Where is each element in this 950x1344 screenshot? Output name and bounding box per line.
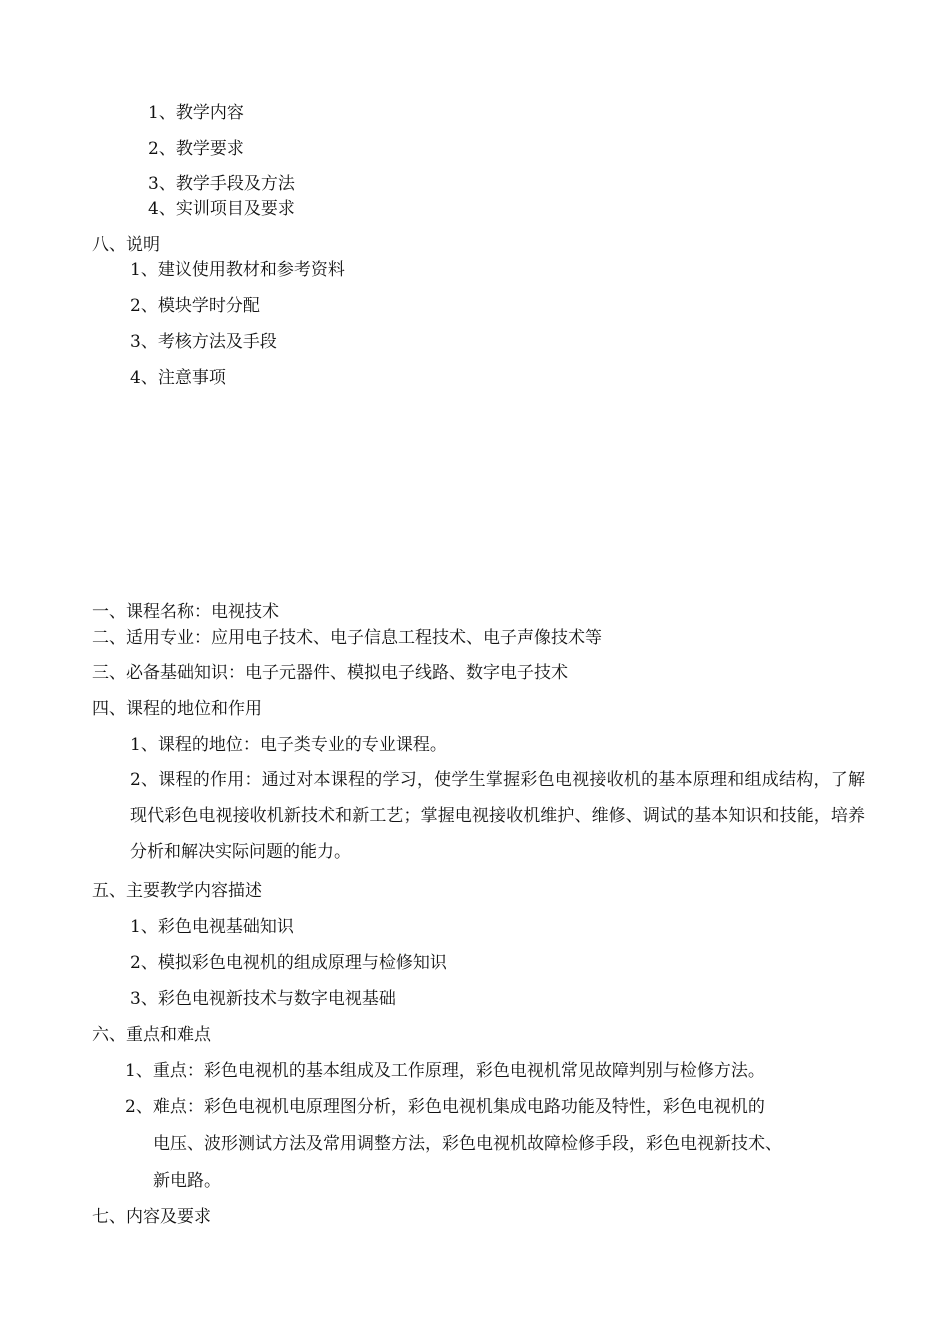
item-practical-projects: 4、实训项目及要求 [148,199,295,219]
key-points: 1、重点：彩色电视机的基本组成及工作原理，彩色电视机常见故障判别与检修方法。 [125,1061,765,1081]
heading-key-points: 六、重点和难点 [92,1025,211,1045]
item-teaching-content: 1、教学内容 [148,103,244,123]
heading-notes: 八、说明 [92,235,160,255]
heading-content-requirements: 七、内容及要求 [92,1207,211,1227]
heading-main-content: 五、主要教学内容描述 [92,881,262,901]
content-item-2: 2、模拟彩色电视机的组成原理与检修知识 [130,953,447,973]
applicable-majors: 二、适用专业：应用电子技术、电子信息工程技术、电子声像技术等 [92,628,602,648]
note-cautions: 4、注意事项 [130,368,226,388]
item-teaching-methods: 3、教学手段及方法 [148,174,295,194]
heading-status-role: 四、课程的地位和作用 [92,699,262,719]
course-role-paragraph: 2、课程的作用：通过对本课程的学习，使学生掌握彩色电视接收机的基本原理和组成结构，了解现代彩色电视接收机新技术和新工艺；掌握电视接收机维护、维修、调试的基本知识和技能，培养分析和解决实际问题的能力。 [130,770,865,862]
course-name: 一、课程名称：电视技术 [92,602,279,622]
note-textbooks: 1、建议使用教材和参考资料 [130,260,345,280]
content-item-3: 3、彩色电视新技术与数字电视基础 [130,989,396,1009]
difficulties-line-2: 电压、波形测试方法及常用调整方法，彩色电视机故障检修手段，彩色电视新技术、 [153,1134,782,1154]
note-assessment: 3、考核方法及手段 [130,332,277,352]
course-status: 1、课程的地位：电子类专业的专业课程。 [130,735,447,755]
difficulties-line-1: 2、难点：彩色电视机电原理图分析，彩色电视机集成电路功能及特性，彩色电视机的 [125,1097,765,1117]
difficulties-line-3: 新电路。 [153,1171,221,1191]
item-teaching-requirements: 2、教学要求 [148,139,244,159]
note-hours: 2、模块学时分配 [130,296,260,316]
content-item-1: 1、彩色电视基础知识 [130,917,294,937]
prerequisites: 三、必备基础知识：电子元器件、模拟电子线路、数字电子技术 [92,663,568,683]
